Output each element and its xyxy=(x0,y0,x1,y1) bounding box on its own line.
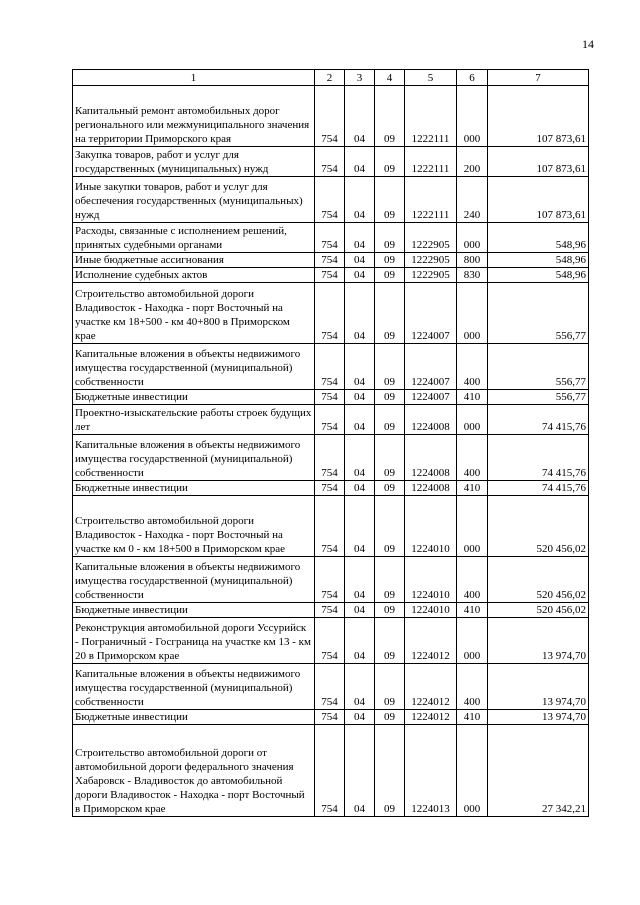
row-code-2: 754 xyxy=(315,557,345,603)
header-cell: 2 xyxy=(315,70,345,86)
row-code-2: 754 xyxy=(315,177,345,223)
row-code-6: 410 xyxy=(457,710,488,725)
row-code-4: 09 xyxy=(375,603,405,618)
row-code-6: 830 xyxy=(457,268,488,283)
row-amount: 74 415,76 xyxy=(488,435,589,481)
table-row xyxy=(73,435,589,481)
row-description: Реконструкция автомобильной дороги Уссурийск - Пограничный - Госграница на участке км 13 - км 20 в Приморском крае xyxy=(73,618,315,664)
row-code-2: 754 xyxy=(315,344,345,390)
row-code-3: 04 xyxy=(345,664,375,710)
row-amount: 107 873,61 xyxy=(488,86,589,147)
row-code-3: 04 xyxy=(345,268,375,283)
row-amount: 520 456,02 xyxy=(488,496,589,557)
row-amount: 556,77 xyxy=(488,344,589,390)
row-code-3: 04 xyxy=(345,344,375,390)
table-row xyxy=(73,344,589,390)
row-description: Иные закупки товаров, работ и услуг для обеспечения государственных (муниципальных) нужд xyxy=(73,177,315,223)
row-description: Капитальные вложения в объекты недвижимого имущества государственной (муниципальной) собственности xyxy=(73,435,315,481)
row-code-4: 09 xyxy=(375,268,405,283)
row-code-5: 1224007 xyxy=(405,344,457,390)
row-code-3: 04 xyxy=(345,283,375,344)
table-row xyxy=(73,557,589,603)
row-code-3: 04 xyxy=(345,86,375,147)
row-amount: 107 873,61 xyxy=(488,147,589,177)
row-code-2: 754 xyxy=(315,268,345,283)
row-description: Расходы, связанные с исполнением решений, принятых судебными органами xyxy=(73,223,315,253)
row-code-3: 04 xyxy=(345,405,375,435)
row-code-6: 800 xyxy=(457,253,488,268)
row-description: Бюджетные инвестиции xyxy=(73,710,315,725)
table-row xyxy=(73,496,589,557)
row-code-6: 000 xyxy=(457,496,488,557)
row-code-6: 200 xyxy=(457,147,488,177)
row-code-4: 09 xyxy=(375,283,405,344)
row-code-4: 09 xyxy=(375,557,405,603)
table-row xyxy=(73,481,589,496)
row-code-2: 754 xyxy=(315,253,345,268)
row-code-4: 09 xyxy=(375,710,405,725)
row-code-3: 04 xyxy=(345,481,375,496)
row-code-3: 04 xyxy=(345,725,375,817)
row-code-5: 1224008 xyxy=(405,481,457,496)
table-row xyxy=(73,405,589,435)
row-description: Проектно-изыскательские работы строек будущих лет xyxy=(73,405,315,435)
row-code-5: 1222111 xyxy=(405,177,457,223)
row-code-2: 754 xyxy=(315,496,345,557)
row-description: Бюджетные инвестиции xyxy=(73,603,315,618)
row-description: Капитальные вложения в объекты недвижимого имущества государственной (муниципальной) собственности xyxy=(73,664,315,710)
row-code-6: 400 xyxy=(457,557,488,603)
row-code-4: 09 xyxy=(375,253,405,268)
row-description: Строительство автомобильной дороги от автомобильной дороги федерального значения Хабаровск - Владивосток до автомобильной дороги Владивосток - Находка - порт Восточный в Приморском крае xyxy=(73,725,315,817)
row-amount: 74 415,76 xyxy=(488,405,589,435)
row-amount: 556,77 xyxy=(488,283,589,344)
row-code-2: 754 xyxy=(315,283,345,344)
row-code-5: 1224008 xyxy=(405,405,457,435)
row-code-2: 754 xyxy=(315,147,345,177)
row-code-3: 04 xyxy=(345,496,375,557)
row-amount: 556,77 xyxy=(488,390,589,405)
page-number: 14 xyxy=(582,37,594,51)
row-amount: 74 415,76 xyxy=(488,481,589,496)
row-code-4: 09 xyxy=(375,405,405,435)
row-code-2: 754 xyxy=(315,405,345,435)
row-code-5: 1224007 xyxy=(405,390,457,405)
row-code-5: 1224012 xyxy=(405,664,457,710)
row-code-6: 000 xyxy=(457,725,488,817)
table-row xyxy=(73,86,589,147)
row-code-4: 09 xyxy=(375,344,405,390)
row-code-2: 754 xyxy=(315,435,345,481)
row-code-4: 09 xyxy=(375,618,405,664)
row-description: Капитальные вложения в объекты недвижимого имущества государственной (муниципальной) собственности xyxy=(73,557,315,603)
row-code-5: 1222905 xyxy=(405,253,457,268)
row-description: Бюджетные инвестиции xyxy=(73,481,315,496)
row-code-4: 09 xyxy=(375,86,405,147)
row-code-5: 1224010 xyxy=(405,557,457,603)
row-code-6: 400 xyxy=(457,664,488,710)
table-row xyxy=(73,390,589,405)
row-code-2: 754 xyxy=(315,710,345,725)
row-code-2: 754 xyxy=(315,86,345,147)
table-body xyxy=(73,86,589,817)
row-code-2: 754 xyxy=(315,603,345,618)
table-header-row xyxy=(73,70,589,86)
row-description: Иные бюджетные ассигнования xyxy=(73,253,315,268)
row-code-4: 09 xyxy=(375,223,405,253)
row-code-4: 09 xyxy=(375,496,405,557)
row-description: Капитальные вложения в объекты недвижимого имущества государственной (муниципальной) собственности xyxy=(73,344,315,390)
table-row xyxy=(73,283,589,344)
row-code-6: 000 xyxy=(457,283,488,344)
row-code-4: 09 xyxy=(375,435,405,481)
row-code-6: 240 xyxy=(457,177,488,223)
table-row xyxy=(73,253,589,268)
row-code-2: 754 xyxy=(315,725,345,817)
row-code-4: 09 xyxy=(375,390,405,405)
row-description: Капитальный ремонт автомобильных дорог регионального или межмуниципального значения на территории Приморского края xyxy=(73,86,315,147)
row-code-3: 04 xyxy=(345,223,375,253)
row-amount: 520 456,02 xyxy=(488,603,589,618)
row-code-3: 04 xyxy=(345,390,375,405)
row-code-4: 09 xyxy=(375,481,405,496)
row-code-5: 1222111 xyxy=(405,86,457,147)
row-code-2: 754 xyxy=(315,664,345,710)
row-amount: 520 456,02 xyxy=(488,557,589,603)
row-code-3: 04 xyxy=(345,253,375,268)
row-description: Исполнение судебных актов xyxy=(73,268,315,283)
row-code-3: 04 xyxy=(345,557,375,603)
row-amount: 13 974,70 xyxy=(488,710,589,725)
row-code-5: 1222905 xyxy=(405,268,457,283)
row-description: Закупка товаров, работ и услуг для государственных (муниципальных) нужд xyxy=(73,147,315,177)
row-code-4: 09 xyxy=(375,177,405,223)
row-code-6: 400 xyxy=(457,435,488,481)
row-code-2: 754 xyxy=(315,223,345,253)
row-code-5: 1222905 xyxy=(405,223,457,253)
budget-table xyxy=(72,69,589,817)
table-row xyxy=(73,618,589,664)
row-code-5: 1224013 xyxy=(405,725,457,817)
row-code-3: 04 xyxy=(345,710,375,725)
header-cell: 3 xyxy=(345,70,375,86)
table-row xyxy=(73,664,589,710)
row-amount: 548,96 xyxy=(488,253,589,268)
row-code-5: 1224007 xyxy=(405,283,457,344)
row-code-5: 1224008 xyxy=(405,435,457,481)
header-cell: 1 xyxy=(73,70,315,86)
row-amount: 548,96 xyxy=(488,268,589,283)
row-code-6: 400 xyxy=(457,344,488,390)
row-description: Строительство автомобильной дороги Владивосток - Находка - порт Восточный на участке км 0 - км 18+500 в Приморском крае xyxy=(73,496,315,557)
header-cell: 4 xyxy=(375,70,405,86)
table-row xyxy=(73,147,589,177)
row-code-3: 04 xyxy=(345,618,375,664)
table-row xyxy=(73,710,589,725)
row-amount: 107 873,61 xyxy=(488,177,589,223)
row-code-2: 754 xyxy=(315,481,345,496)
table-row xyxy=(73,177,589,223)
row-code-3: 04 xyxy=(345,147,375,177)
row-description: Бюджетные инвестиции xyxy=(73,390,315,405)
row-code-3: 04 xyxy=(345,435,375,481)
row-code-2: 754 xyxy=(315,618,345,664)
header-cell: 6 xyxy=(457,70,488,86)
row-code-5: 1224010 xyxy=(405,603,457,618)
row-code-3: 04 xyxy=(345,603,375,618)
table-row xyxy=(73,223,589,253)
row-code-6: 000 xyxy=(457,86,488,147)
row-amount: 27 342,21 xyxy=(488,725,589,817)
row-code-5: 1224012 xyxy=(405,710,457,725)
row-code-6: 000 xyxy=(457,405,488,435)
row-code-6: 000 xyxy=(457,223,488,253)
row-code-6: 410 xyxy=(457,481,488,496)
row-code-2: 754 xyxy=(315,390,345,405)
row-code-6: 410 xyxy=(457,603,488,618)
row-code-5: 1222111 xyxy=(405,147,457,177)
table-row xyxy=(73,268,589,283)
row-description: Строительство автомобильной дороги Владивосток - Находка - порт Восточный на участке км 18+500 - км 40+800 в Приморском крае xyxy=(73,283,315,344)
row-code-5: 1224012 xyxy=(405,618,457,664)
row-code-3: 04 xyxy=(345,177,375,223)
row-code-5: 1224010 xyxy=(405,496,457,557)
row-code-4: 09 xyxy=(375,664,405,710)
row-code-6: 410 xyxy=(457,390,488,405)
row-amount: 13 974,70 xyxy=(488,618,589,664)
header-cell: 7 xyxy=(488,70,589,86)
table-row xyxy=(73,603,589,618)
row-amount: 548,96 xyxy=(488,223,589,253)
header-cell: 5 xyxy=(405,70,457,86)
row-code-6: 000 xyxy=(457,618,488,664)
table-row xyxy=(73,725,589,817)
row-code-4: 09 xyxy=(375,147,405,177)
row-code-4: 09 xyxy=(375,725,405,817)
row-amount: 13 974,70 xyxy=(488,664,589,710)
